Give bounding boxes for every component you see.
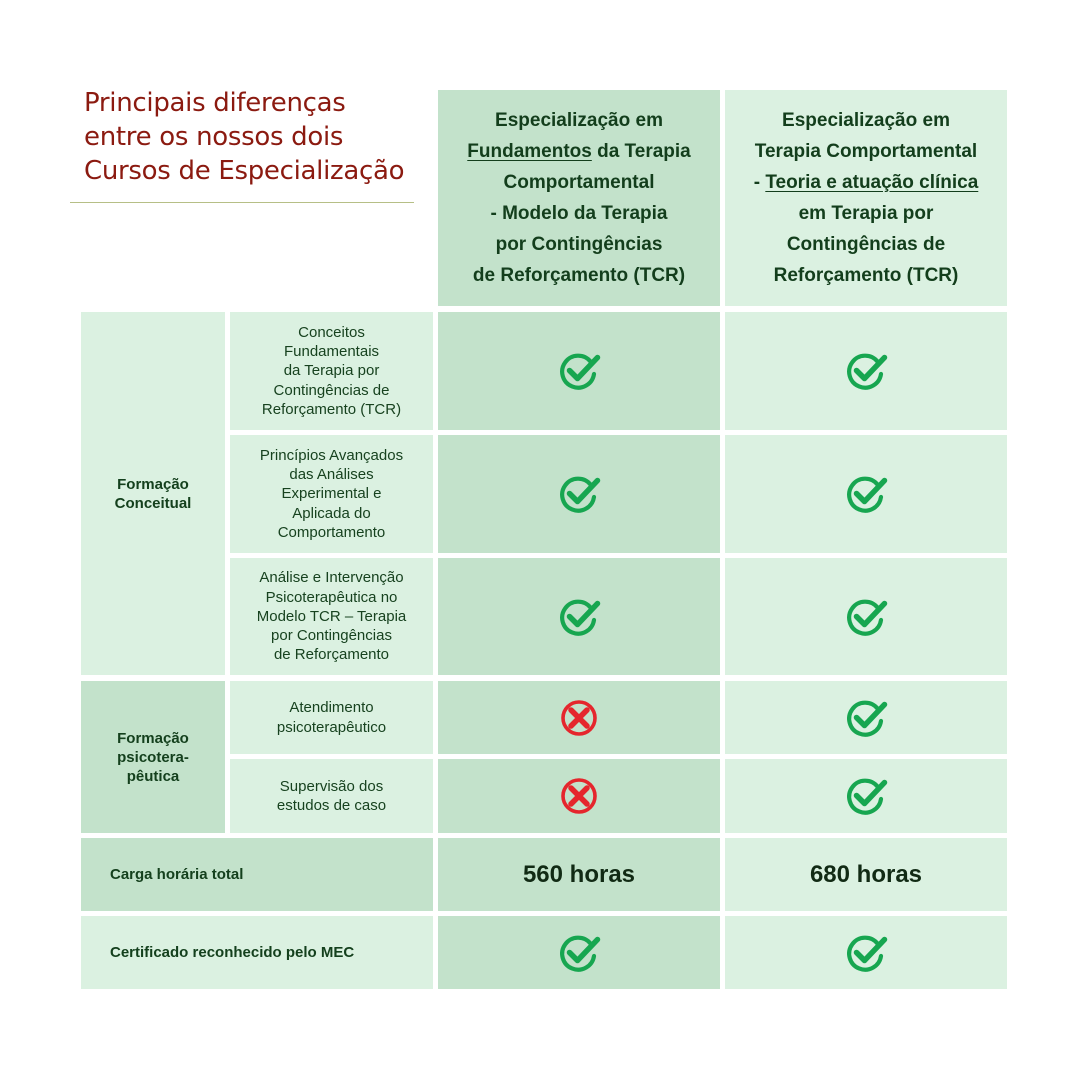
column-header-line <box>754 167 979 198</box>
cell-principios-col1 <box>438 435 720 553</box>
row-label-line: por Contingências <box>271 627 392 645</box>
row-label-line: Atendimento <box>289 699 374 717</box>
cell-supervisao-col1 <box>438 759 720 833</box>
check-circle-icon <box>844 931 888 975</box>
column-header-line <box>755 136 977 167</box>
check-circle-icon <box>557 472 601 516</box>
check-circle-icon <box>844 696 888 740</box>
group-formacao-conceitual <box>81 312 225 675</box>
hours-col2: 680 horas <box>725 838 1007 911</box>
cell-conceitos-col1 <box>438 312 720 430</box>
group-label-line: pêutica <box>126 767 180 785</box>
group-formacao-psicoterapeutica <box>81 681 225 833</box>
column-header-line <box>496 229 663 260</box>
header-text: - Modelo da Terapia <box>490 203 668 224</box>
header-text: - <box>753 172 766 193</box>
header-text: Contingências de <box>786 234 946 255</box>
row-label-line: da Terapia por <box>283 362 380 380</box>
title-divider <box>70 202 414 203</box>
header-text: Comportamental <box>503 172 655 193</box>
underlined-text: Fundamentos <box>467 141 592 162</box>
title-line: Principais diferenças <box>84 88 346 118</box>
row-label-line: de Reforçamento <box>273 646 390 664</box>
row-label-line: Fundamentais <box>283 343 380 361</box>
header-text: por Contingências <box>495 234 663 255</box>
check-circle-icon <box>557 931 601 975</box>
row-label-line: Reforçamento (TCR) <box>261 400 402 418</box>
column-header-line <box>782 105 950 136</box>
header-text: Especialização em <box>495 110 663 131</box>
cell-principios-col2 <box>725 435 1007 553</box>
header-text: Terapia Comportamental <box>754 141 978 162</box>
check-circle-icon <box>844 472 888 516</box>
group-label-line: Formação <box>117 729 189 747</box>
check-circle-icon <box>557 349 601 393</box>
underlined-text: Teoria e atuação clínica <box>765 172 979 193</box>
row-label-line: Conceitos <box>298 323 365 341</box>
cell-analise-col1 <box>438 558 720 675</box>
header-text: de Reforçamento (TCR) <box>472 265 686 286</box>
row-label-line: Supervisão dos <box>279 777 384 795</box>
column-header-line <box>495 105 663 136</box>
column-header-line <box>504 167 655 198</box>
header-text: Especialização em <box>782 110 950 131</box>
row-label-atendimento <box>230 681 433 754</box>
row-label-line: estudos de caso <box>276 797 387 814</box>
row-label-certificado: Certificado reconhecido pelo MEC <box>81 916 433 989</box>
title-line: entre os nossos dois <box>84 122 344 152</box>
column-header-line <box>467 136 690 167</box>
page-title <box>84 86 424 188</box>
header-text: Reforçamento (TCR) <box>773 265 959 286</box>
column-header-line <box>774 260 959 291</box>
column-header-teoria-atuacao <box>725 90 1007 306</box>
header-text: da Terapia <box>591 141 691 162</box>
check-circle-icon <box>557 595 601 639</box>
row-label-line: Comportamento <box>277 523 386 541</box>
cell-certificado-col1 <box>438 916 720 989</box>
row-label-line: das Análises <box>289 466 374 484</box>
column-header-fundamentos <box>438 90 720 306</box>
group-label-line: psicotera- <box>117 748 189 766</box>
group-label-line: Formação <box>117 475 189 493</box>
cross-circle-icon <box>557 696 601 740</box>
column-header-line <box>490 198 667 229</box>
row-label-conceitos-fundamentais <box>230 312 433 430</box>
row-label-analise-intervencao <box>230 558 433 675</box>
cell-conceitos-col2 <box>725 312 1007 430</box>
row-label-line: Modelo TCR – Terapia <box>256 607 407 625</box>
row-label-line: Experimental e <box>281 485 382 503</box>
cell-atendimento-col1 <box>438 681 720 754</box>
check-circle-icon <box>844 349 888 393</box>
row-label-carga-horaria: Carga horária total <box>81 838 433 911</box>
group-label-line: Conceitual <box>114 494 192 512</box>
row-label-line: Análise e Intervenção <box>259 569 404 587</box>
row-label-line: Contingências de <box>273 381 390 399</box>
header-text: em Terapia por <box>798 203 934 224</box>
cell-analise-col2 <box>725 558 1007 675</box>
row-label-line: Psicoterapêutica no <box>265 588 398 606</box>
row-label-line: Princípios Avançados <box>259 446 404 464</box>
cell-atendimento-col2 <box>725 681 1007 754</box>
row-label-line: Aplicada do <box>292 504 371 522</box>
check-circle-icon <box>844 774 888 818</box>
cell-certificado-col2 <box>725 916 1007 989</box>
column-header-line <box>787 229 945 260</box>
row-label-line: psicoterapêutico <box>276 718 387 736</box>
column-header-line <box>799 198 934 229</box>
title-line: Cursos de Especialização <box>84 156 405 186</box>
hours-col1: 560 horas <box>438 838 720 911</box>
row-label-supervisao <box>230 759 433 833</box>
column-header-line <box>473 260 685 291</box>
row-label-principios-avancados <box>230 435 433 553</box>
check-circle-icon <box>844 595 888 639</box>
cross-circle-icon <box>557 774 601 818</box>
cell-supervisao-col2 <box>725 759 1007 833</box>
